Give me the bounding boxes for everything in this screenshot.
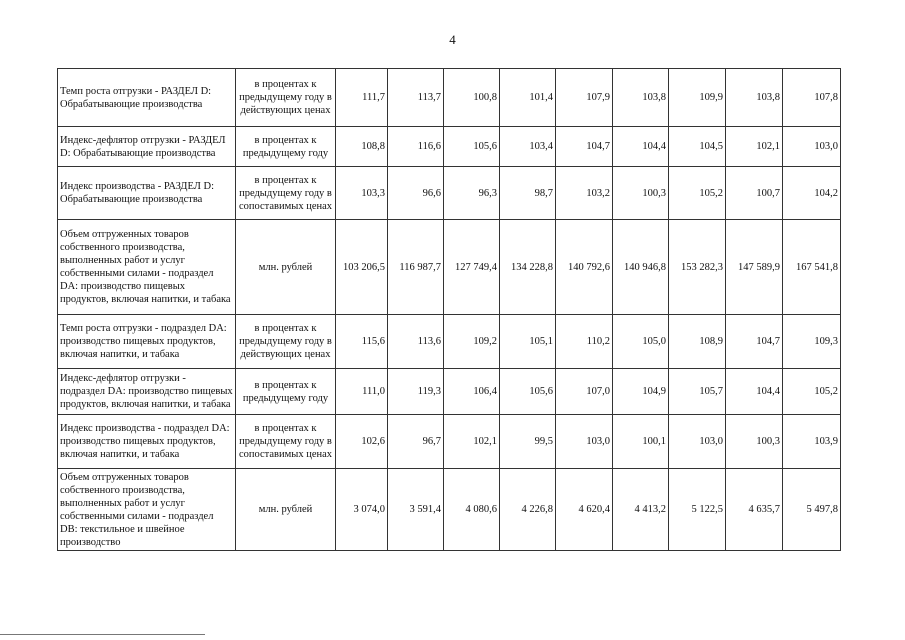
value-cell: 103,4 [500, 127, 556, 167]
unit-cell: в процентах к предыдущему году в сопоставимых ценах [236, 167, 336, 220]
indicator-cell: Индекс производства - подраздел DA: производство пищевых продуктов, включая напитки, и табака [58, 415, 236, 469]
value-cell: 109,3 [783, 315, 841, 369]
table-body [58, 69, 841, 551]
unit-cell: в процентах к предыдущему году [236, 369, 336, 415]
value-cell: 102,1 [444, 415, 500, 469]
table-row [58, 220, 841, 315]
value-cell: 105,6 [500, 369, 556, 415]
value-cell: 4 413,2 [613, 469, 669, 551]
indicator-cell: Индекс-дефлятор отгрузки - РАЗДЕЛ D: Обрабатывающие производства [58, 127, 236, 167]
unit-cell: в процентах к предыдущему году в сопоставимых ценах [236, 415, 336, 469]
value-cell: 100,3 [726, 415, 783, 469]
value-cell: 3 591,4 [388, 469, 444, 551]
value-cell: 100,8 [444, 69, 500, 127]
value-cell: 105,2 [783, 369, 841, 415]
indicator-cell: Объем отгруженных товаров собственного производства, выполненных работ и услуг собственными силами - подраздел DA: производство пищевых продуктов, включая напитки, и табака [58, 220, 236, 315]
value-cell: 96,3 [444, 167, 500, 220]
value-cell: 108,8 [336, 127, 388, 167]
value-cell: 111,0 [336, 369, 388, 415]
table-row [58, 415, 841, 469]
value-cell: 98,7 [500, 167, 556, 220]
footer-divider [0, 634, 205, 635]
unit-cell: млн. рублей [236, 469, 336, 551]
value-cell: 107,0 [556, 369, 613, 415]
value-cell: 96,6 [388, 167, 444, 220]
value-cell: 108,9 [669, 315, 726, 369]
value-cell: 4 080,6 [444, 469, 500, 551]
unit-cell: млн. рублей [236, 220, 336, 315]
value-cell: 116,6 [388, 127, 444, 167]
indicator-cell: Индекс производства - РАЗДЕЛ D: Обрабатывающие производства [58, 167, 236, 220]
value-cell: 104,4 [726, 369, 783, 415]
value-cell: 134 228,8 [500, 220, 556, 315]
value-cell: 4 226,8 [500, 469, 556, 551]
value-cell: 119,3 [388, 369, 444, 415]
value-cell: 104,5 [669, 127, 726, 167]
value-cell: 4 635,7 [726, 469, 783, 551]
value-cell: 140 792,6 [556, 220, 613, 315]
value-cell: 5 122,5 [669, 469, 726, 551]
value-cell: 147 589,9 [726, 220, 783, 315]
indicator-cell: Темп роста отгрузки - РАЗДЕЛ D: Обрабатывающие производства [58, 69, 236, 127]
unit-cell: в процентах к предыдущему году [236, 127, 336, 167]
value-cell: 103,0 [669, 415, 726, 469]
value-cell: 100,3 [613, 167, 669, 220]
value-cell: 140 946,8 [613, 220, 669, 315]
table-row [58, 127, 841, 167]
value-cell: 153 282,3 [669, 220, 726, 315]
value-cell: 102,6 [336, 415, 388, 469]
page-number: 4 [449, 32, 456, 47]
value-cell: 115,6 [336, 315, 388, 369]
value-cell: 103 206,5 [336, 220, 388, 315]
value-cell: 104,4 [613, 127, 669, 167]
value-cell: 105,1 [500, 315, 556, 369]
table-row [58, 167, 841, 220]
value-cell: 109,2 [444, 315, 500, 369]
value-cell: 103,8 [613, 69, 669, 127]
indicator-cell: Объем отгруженных товаров собственного производства, выполненных работ и услуг собственными силами - подраздел DB: текстильное и швейное производство [58, 469, 236, 551]
value-cell: 103,8 [726, 69, 783, 127]
value-cell: 167 541,8 [783, 220, 841, 315]
value-cell: 113,6 [388, 315, 444, 369]
value-cell: 107,9 [556, 69, 613, 127]
value-cell: 105,7 [669, 369, 726, 415]
value-cell: 105,2 [669, 167, 726, 220]
table-row [58, 315, 841, 369]
value-cell: 106,4 [444, 369, 500, 415]
value-cell: 104,2 [783, 167, 841, 220]
indicator-cell: Темп роста отгрузки - подраздел DA: производство пищевых продуктов, включая напитки, и табака [58, 315, 236, 369]
value-cell: 103,0 [556, 415, 613, 469]
value-cell: 104,9 [613, 369, 669, 415]
value-cell: 111,7 [336, 69, 388, 127]
value-cell: 116 987,7 [388, 220, 444, 315]
value-cell: 96,7 [388, 415, 444, 469]
unit-cell: в процентах к предыдущему году в действующих ценах [236, 315, 336, 369]
value-cell: 109,9 [669, 69, 726, 127]
value-cell: 5 497,8 [783, 469, 841, 551]
value-cell: 103,3 [336, 167, 388, 220]
table-row [58, 469, 841, 551]
table-row [58, 69, 841, 127]
value-cell: 110,2 [556, 315, 613, 369]
value-cell: 103,2 [556, 167, 613, 220]
table-row [58, 369, 841, 415]
value-cell: 105,0 [613, 315, 669, 369]
statistics-table [57, 68, 841, 551]
value-cell: 104,7 [726, 315, 783, 369]
value-cell: 100,7 [726, 167, 783, 220]
value-cell: 107,8 [783, 69, 841, 127]
value-cell: 101,4 [500, 69, 556, 127]
value-cell: 103,9 [783, 415, 841, 469]
value-cell: 103,0 [783, 127, 841, 167]
unit-cell: в процентах к предыдущему году в действующих ценах [236, 69, 336, 127]
value-cell: 4 620,4 [556, 469, 613, 551]
value-cell: 102,1 [726, 127, 783, 167]
value-cell: 3 074,0 [336, 469, 388, 551]
value-cell: 113,7 [388, 69, 444, 127]
value-cell: 104,7 [556, 127, 613, 167]
value-cell: 127 749,4 [444, 220, 500, 315]
value-cell: 100,1 [613, 415, 669, 469]
value-cell: 105,6 [444, 127, 500, 167]
indicator-cell: Индекс-дефлятор отгрузки - подраздел DA: производство пищевых продуктов, включая напитки, и табака [58, 369, 236, 415]
value-cell: 99,5 [500, 415, 556, 469]
